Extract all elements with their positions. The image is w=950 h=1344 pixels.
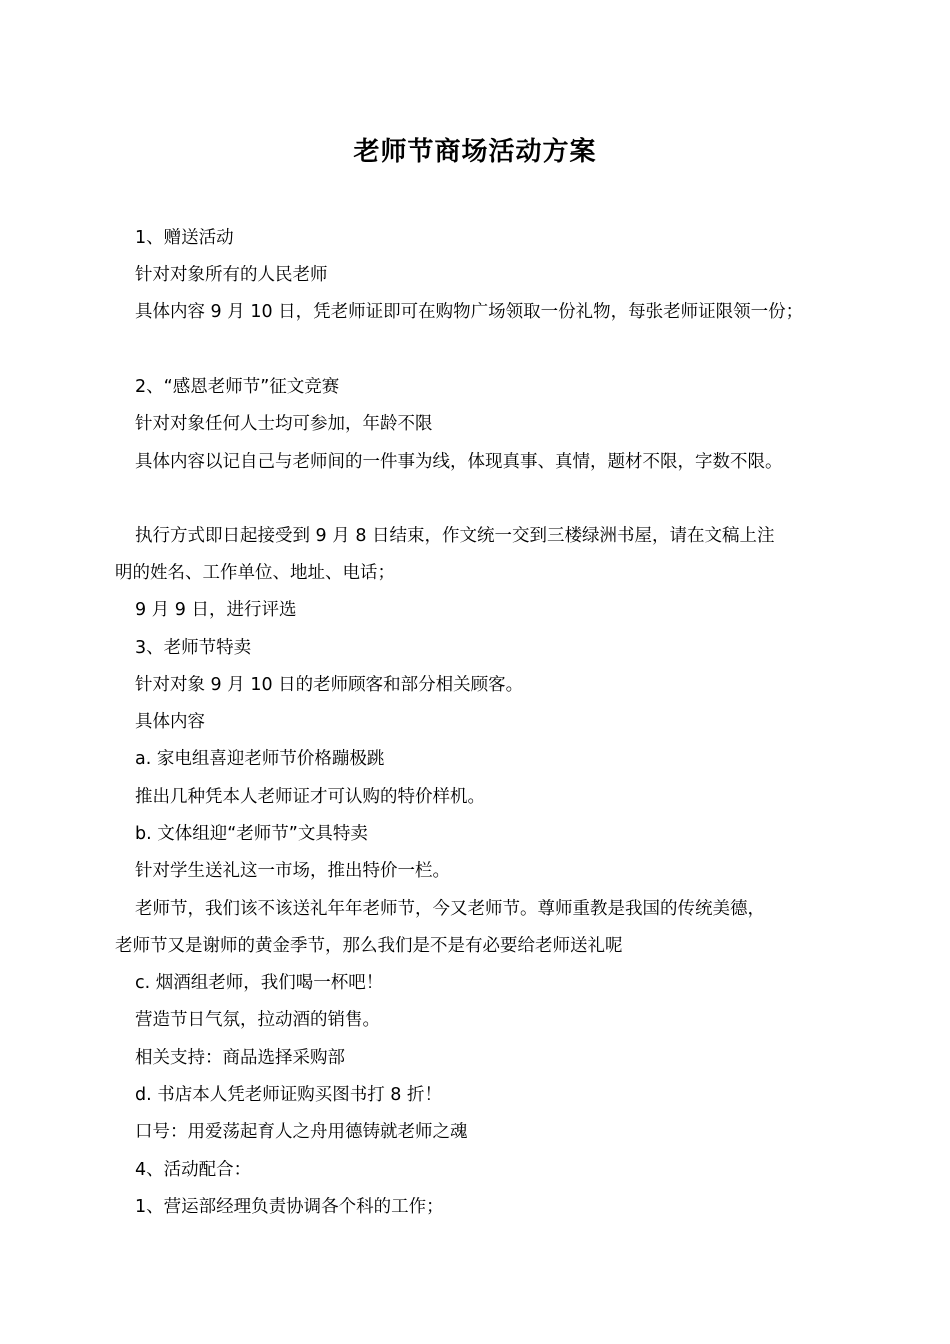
paragraph: 针对对象所有的人民老师 — [135, 265, 328, 285]
paragraph: 营造节日气氛，拉动酒的销售。 — [135, 1010, 380, 1030]
paragraph: 1、营运部经理负责协调各个科的工作； — [135, 1197, 444, 1217]
document-title: 老师节商场活动方案 — [353, 137, 597, 167]
paragraph: 具体内容 9 月 10 日，凭老师证即可在购物广场领取一份礼物，每张老师证限领一份； — [135, 302, 804, 322]
section-2-heading: 2、“感恩老师节”征文竞赛 — [135, 377, 340, 397]
paragraph: 具体内容 — [135, 712, 205, 732]
paragraph: 针对学生送礼这一市场，推出特价一栏。 — [135, 861, 450, 881]
paragraph: 推出几种凭本人老师证才可认购的特价样机。 — [135, 787, 485, 807]
section-1-heading: 1、赠送活动 — [135, 228, 234, 248]
sub-item-d: d. 书店本人凭老师证购买图书打 8 折！ — [135, 1085, 442, 1105]
paragraph-continuation: 老师节又是谢师的黄金季节，那么我们是不是有必要给老师送礼呢 — [115, 936, 623, 956]
paragraph: 9 月 9 日，进行评选 — [135, 600, 297, 620]
sub-item-a: a. 家电组喜迎老师节价格蹦极跳 — [135, 749, 385, 769]
sub-item-b: b. 文体组迎“老师节”文具特卖 — [135, 824, 368, 844]
paragraph: 老师节，我们该不该送礼年年老师节，今又老师节。尊师重教是我国的传统美德， — [135, 899, 765, 919]
section-4-heading: 4、活动配合： — [135, 1160, 252, 1180]
paragraph: 相关支持：商品选择采购部 — [135, 1048, 345, 1068]
paragraph: 针对对象任何人士均可参加，年龄不限 — [135, 414, 433, 434]
sub-item-c: c. 烟酒组老师，我们喝一杯吧！ — [135, 973, 384, 993]
paragraph: 具体内容以记自己与老师间的一件事为线，体现真事、真情，题材不限，字数不限。 — [135, 452, 783, 472]
paragraph-continuation: 明的姓名、工作单位、地址、电话； — [115, 563, 395, 583]
paragraph: 口号：用爱荡起育人之舟用德铸就老师之魂 — [135, 1122, 468, 1142]
section-3-heading: 3、老师节特卖 — [135, 638, 252, 658]
paragraph: 执行方式即日起接受到 9 月 8 日结束，作文统一交到三楼绿洲书屋，请在文稿上注 — [135, 526, 775, 546]
paragraph: 针对对象 9 月 10 日的老师顾客和部分相关顾客。 — [135, 675, 524, 695]
